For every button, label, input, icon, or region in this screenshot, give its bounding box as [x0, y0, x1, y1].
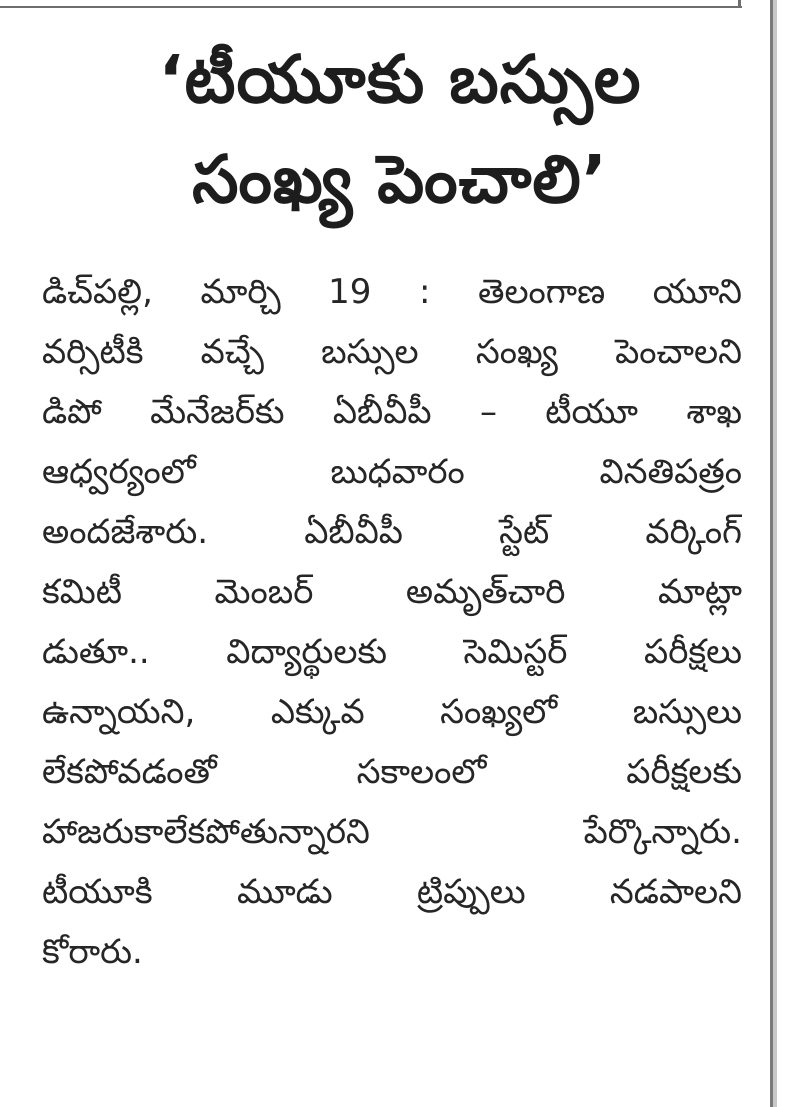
- column-divider-shadow: [773, 0, 777, 1107]
- body-line-8: ఉన్నాయని, ఎక్కువ సంఖ్యలో బస్సులు: [42, 692, 742, 732]
- headline-line-1: ‘టీయూకు బస్సుల: [158, 41, 642, 118]
- body-line-5: అందజేశారు. ఏబీవీపీ స్టేట్ వర్కింగ్: [42, 512, 742, 552]
- body-line-3: డిపో మేనేజర్‌కు ఏబీవీపీ – టీయూ శాఖ: [42, 392, 742, 432]
- body-line-4: ఆధ్వర్యంలో బుధవారం వినతిపత్రం: [42, 452, 742, 492]
- headline-line-2: సంఖ్య పెంచాలి’: [192, 141, 608, 218]
- article-body: [42, 262, 742, 982]
- body-line-11: టీయూకి మూడు ట్రిప్పులు నడపాలని: [42, 872, 742, 912]
- article-headline: [60, 30, 740, 230]
- body-line-10: హాజరుకాలేకపోతున్నారని పేర్కొన్నారు.: [42, 812, 742, 852]
- body-line-12: కోరారు.: [42, 932, 143, 972]
- body-line-2: వర్సిటీకి వచ్చే బస్సుల సంఖ్య పెంచాలని: [42, 332, 742, 372]
- body-line-6: కమిటీ మెంబర్ అమృత్‌చారి మాట్లా: [42, 572, 742, 612]
- body-line-1: డిచ్‌పల్లి, మార్చి 19 : తెలంగాణ యూని: [42, 272, 742, 312]
- body-line-9: లేకపోవడంతో సకాలంలో పరీక్షలకు: [42, 752, 742, 792]
- body-line-7: డుతూ.. విద్యార్థులకు సెమిస్టర్ పరీక్షలు: [42, 632, 742, 672]
